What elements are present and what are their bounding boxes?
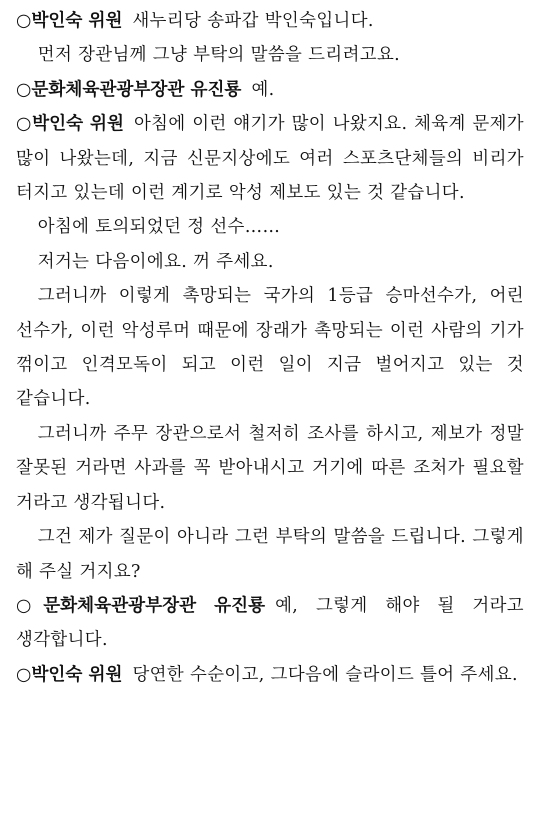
speech-paragraph [16,589,524,658]
speech-paragraph [16,73,524,107]
speaker-name: 박인숙 위원 [31,11,123,31]
speech-paragraph [16,658,524,692]
body-paragraph: 먼저 장관님께 그냥 부탁의 말씀을 드리려고요. [37,45,401,66]
speech-text: 예. [251,79,275,100]
speech-text: 아침에 이런 얘기가 많이 나왔지요. 체육계 문제가 많이 나왔는데, 지금 신문지상에도 여러 스포츠단체들의 비리가 터지고 있는데 이런 계기로 악성 제보도 있는 것 같습니다. [16,114,524,204]
speech-paragraph [16,107,524,210]
speech-text: 새누리당 송파갑 박인숙입니다. [132,11,374,31]
speaker-marker: ○ [16,664,32,685]
body-paragraph: 그러니까 이렇게 촉망되는 국가의 1등급 승마선수가, 어린 선수가, 이런 악성루머 때문에 장래가 촉망되는 이런 사람의 기가 꺾이고 인격모독이 되고 이런 일이 지금 벌어지고 있는 것 같습니다. [16,286,524,410]
speech-text: 예, 그렇게 해야 될 거라고 생각합니다. [16,595,525,651]
speaker-marker: ○ [16,79,32,100]
speaker-label [16,114,124,134]
speaker-marker: ○ [16,114,33,135]
speaker-label [16,11,122,31]
speaker-name: 박인숙 위원 [32,114,124,135]
body-paragraph: 저거는 다음이에요. 꺼 주세요. [37,251,274,272]
speaker-label [16,665,122,685]
speaker-marker: ○ [16,11,32,31]
speaker-label [16,596,265,616]
speaker-name: 문화체육관광부장관 유진룡 [31,79,242,100]
speaker-name: 문화체육관광부장관 유진룡 [43,595,266,616]
speaker-name: 박인숙 위원 [31,664,123,685]
body-paragraph: 그러니까 주무 장관으로서 철저히 조사를 하시고, 제보가 정말 잘못된 거라면 사과를 꼭 받아내시고 거기에 따른 조처가 필요할 거라고 생각됩니다. [16,423,524,513]
body-paragraph: 그건 제가 질문이 아니라 그런 부탁의 말씀을 드립니다. 그렇게 해 주실 거지요? [16,527,524,582]
transcript-page [16,4,524,692]
speech-text: 당연한 수순이고, 그다음에 슬라이드 틀어 주세요. [132,664,518,685]
speech-paragraph [16,4,524,38]
speaker-marker: ○ [16,595,44,616]
speaker-label [16,80,241,100]
body-paragraph: 아침에 토의되었던 정 선수…… [37,217,281,238]
